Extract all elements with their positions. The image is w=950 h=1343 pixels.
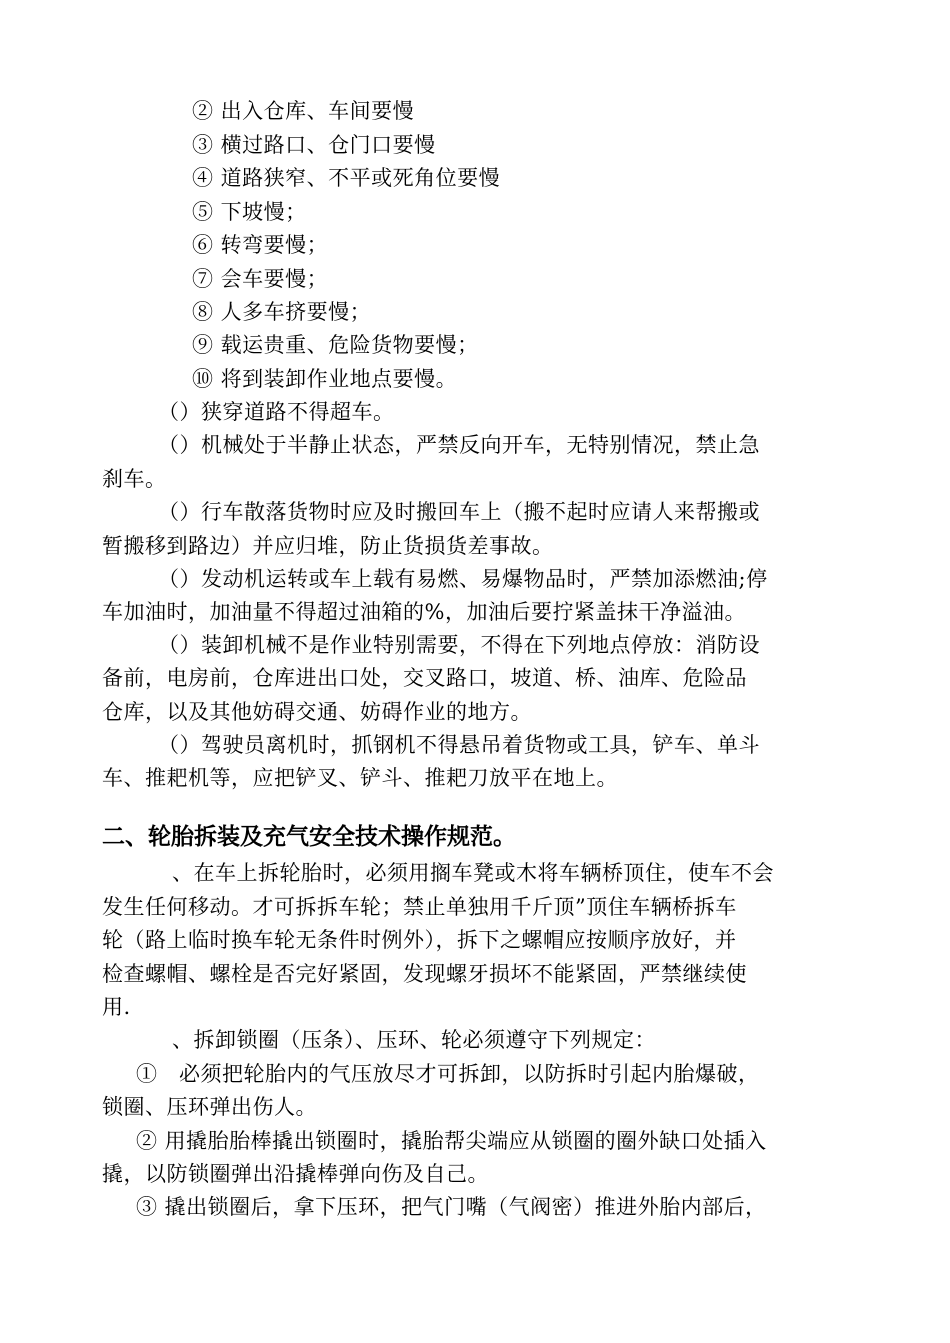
sub1-line1: ① 必须把轮胎内的气压放尽才可拆卸，以防拆时引起内胎爆破， <box>136 1062 760 1086</box>
list-item: ③ 横过路口、仓门口要慢 <box>192 133 436 157</box>
rule-leave-line1: （）驾驶员离机时，抓钢机不得悬吊着货物或工具，铲车、单斗 <box>158 733 760 757</box>
list-item: ⑤ 下坡慢； <box>192 200 307 224</box>
list-item: ⑦ 会车要慢； <box>192 267 329 291</box>
section-heading: 二、轮胎拆装及充气安全技术操作规范。 <box>102 824 516 850</box>
rule-overtake: （）狭穿道路不得超车。 <box>158 400 395 424</box>
para1-line1: 、在车上拆轮胎时，必须用搁车凳或木将车辆桥顶住，使车不会 <box>172 861 774 885</box>
rule-leave-line2: 车、推耙机等，应把铲叉、铲斗、推耙刀放平在地上。 <box>102 766 618 790</box>
list-item: ⑧ 人多车挤要慢； <box>192 300 372 324</box>
list-item: ④ 道路狭窄、不平或死角位要慢 <box>192 166 501 190</box>
rule-parking-line3: 仓库，以及其他妨碍交通、妨碍作业的地方。 <box>102 700 532 724</box>
list-item: ⑩ 将到装卸作业地点要慢。 <box>192 367 458 391</box>
list-item: ⑥ 转弯要慢； <box>192 233 329 257</box>
list-item: ② 出入仓库、车间要慢 <box>192 99 415 123</box>
rule-fuel-line2: 车加油时，加油量不得超过油箱的%，加油后要拧紧盖抹干净溢油。 <box>102 600 746 624</box>
sub2-line1: ② 用撬胎胎棒撬出锁圈时，撬胎帮尖端应从锁圈的圈外缺口处插入 <box>136 1129 767 1153</box>
rule-spill-line2: 暂搬移到路边）并应归堆，防止货损货差事故。 <box>102 534 554 558</box>
sub2-line2: 撬，以防锁圈弹出沿撬棒弹向伤及自己。 <box>102 1162 489 1186</box>
para1-line3: 轮（路上临时换车轮无条件时例外），拆下之螺帽应按顺序放好，并 <box>102 928 737 952</box>
para1-line4: 检查螺帽、螺栓是否完好紧固，发现螺牙损坏不能紧固，严禁继续使 <box>102 962 747 986</box>
rule-parking-line2: 备前，电房前，仓库进出口处，交叉路口，坡道、桥、油库、危险品 <box>102 666 747 690</box>
rule-spill-line1: （）行车散落货物时应及时搬回车上（搬不起时应请人来帮搬或 <box>158 500 760 524</box>
rule-fuel-line1: （）发动机运转或车上载有易燃、易爆物品时，严禁加添燃油;停 <box>158 567 768 591</box>
rule-parking-line1: （）装卸机械不是作业特别需要，不得在下列地点停放：消防设 <box>158 633 760 657</box>
rule-reverse-line2: 刹车。 <box>102 467 167 491</box>
para2: 、拆卸锁圈（压条）、压环、轮必须遵守下列规定： <box>172 1028 656 1052</box>
para1-line2: 发生任何移动。才可拆拆车轮；禁止单独用千斤顶”顶住车辆桥拆车 <box>102 895 737 919</box>
sub1-line2: 锁圈、压环弹出伤人。 <box>102 1095 317 1119</box>
para1-line5: 用. <box>102 995 131 1019</box>
list-item: ⑨ 载运贵重、危险货物要慢； <box>192 333 479 357</box>
sub3-line1: ③ 撬出锁圈后，拿下压环，把气门嘴（气阀密）推进外胎内部后， <box>136 1195 767 1219</box>
rule-reverse-line1: （）机械处于半静止状态，严禁反向开车，无特别情况，禁止急 <box>158 433 760 457</box>
